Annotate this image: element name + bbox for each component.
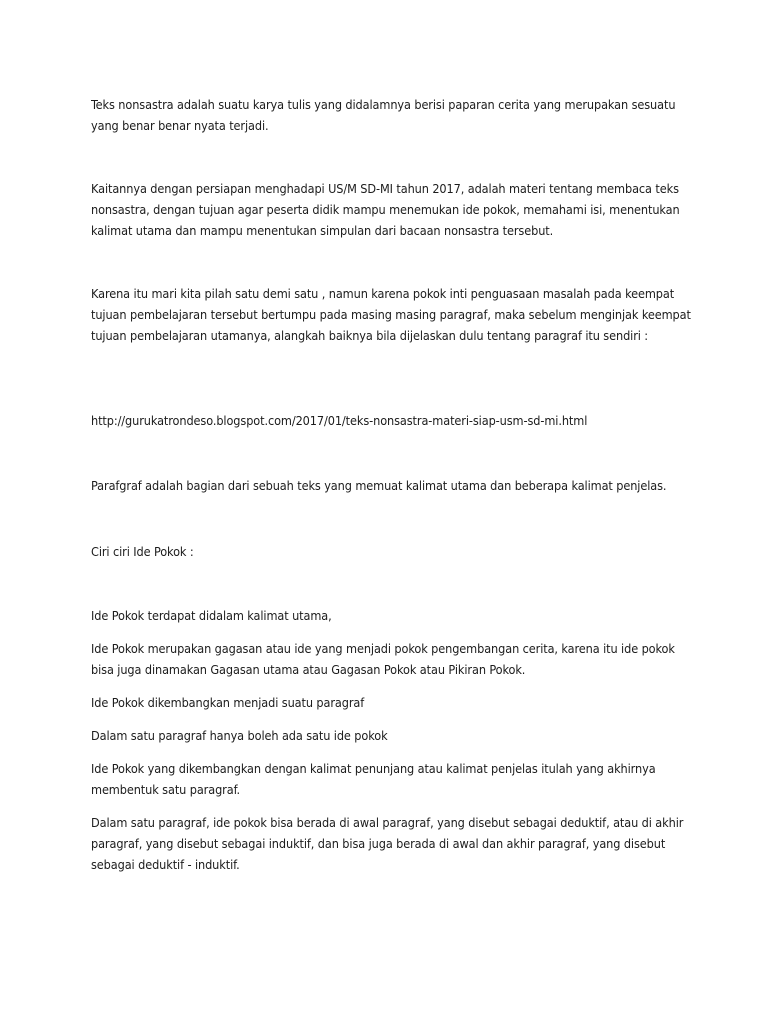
list-item-ide-pokok-6: Dalam satu paragraf, ide pokok bisa berada di awal paragraf, yang disebut sebagai deduktif, atau di akhir paragraf, yang disebut sebagai induktif, dan bisa juga berada di awal dan akhir paragraf, yang disebut sebagai deduktif - induktif.	[91, 815, 684, 872]
list-item-ide-pokok-1: Ide Pokok terdapat didalam kalimat utama,	[91, 608, 332, 623]
paragraph-learning-goals: Karena itu mari kita pilah satu demi satu , namun karena pokok inti penguasaan masalah pada keempat tujuan pembelajaran tersebut bertumpu pada masing masing paragraf, maka sebelum menginjak keempat tujuan pembelajaran utamanya, alangkah baiknya bila dijelaskan dulu tentang paragraf itu sendiri :	[91, 286, 691, 343]
paragraph-paragraf-definition: Parafgraf adalah bagian dari sebuah teks yang memuat kalimat utama dan beberapa kalimat penjelas.	[91, 478, 667, 493]
list-item-ide-pokok-2: Ide Pokok merupakan gagasan atau ide yang menjadi pokok pengembangan cerita, karena itu ide pokok bisa juga dinamakan Gagasan utama atau Gagasan Pokok atau Pikiran Pokok.	[91, 641, 675, 677]
heading-ciri-ide-pokok: Ciri ciri Ide Pokok :	[91, 544, 194, 559]
source-url: http://gurukatrondeso.blogspot.com/2017/01/teks-nonsastra-materi-siap-usm-sd-mi.html	[91, 413, 588, 428]
list-item-ide-pokok-5: Ide Pokok yang dikembangkan dengan kalimat penunjang atau kalimat penjelas itulah yang akhirnya membentuk satu paragraf.	[91, 761, 656, 797]
list-item-ide-pokok-4: Dalam satu paragraf hanya boleh ada satu ide pokok	[91, 728, 388, 743]
list-item-ide-pokok-3: Ide Pokok dikembangkan menjadi suatu paragraf	[91, 695, 365, 710]
paragraph-definition-nonsastra: Teks nonsastra adalah suatu karya tulis yang didalamnya berisi paparan cerita yang merupakan sesuatu yang benar benar nyata terjadi.	[91, 97, 676, 133]
paragraph-usm-context: Kaitannya dengan persiapan menghadapi US/M SD-MI tahun 2017, adalah materi tentang membaca teks nonsastra, dengan tujuan agar peserta didik mampu menemukan ide pokok, memahami isi, menentukan kalimat utama dan mampu menentukan simpulan dari bacaan nonsastra tersebut.	[91, 181, 680, 238]
